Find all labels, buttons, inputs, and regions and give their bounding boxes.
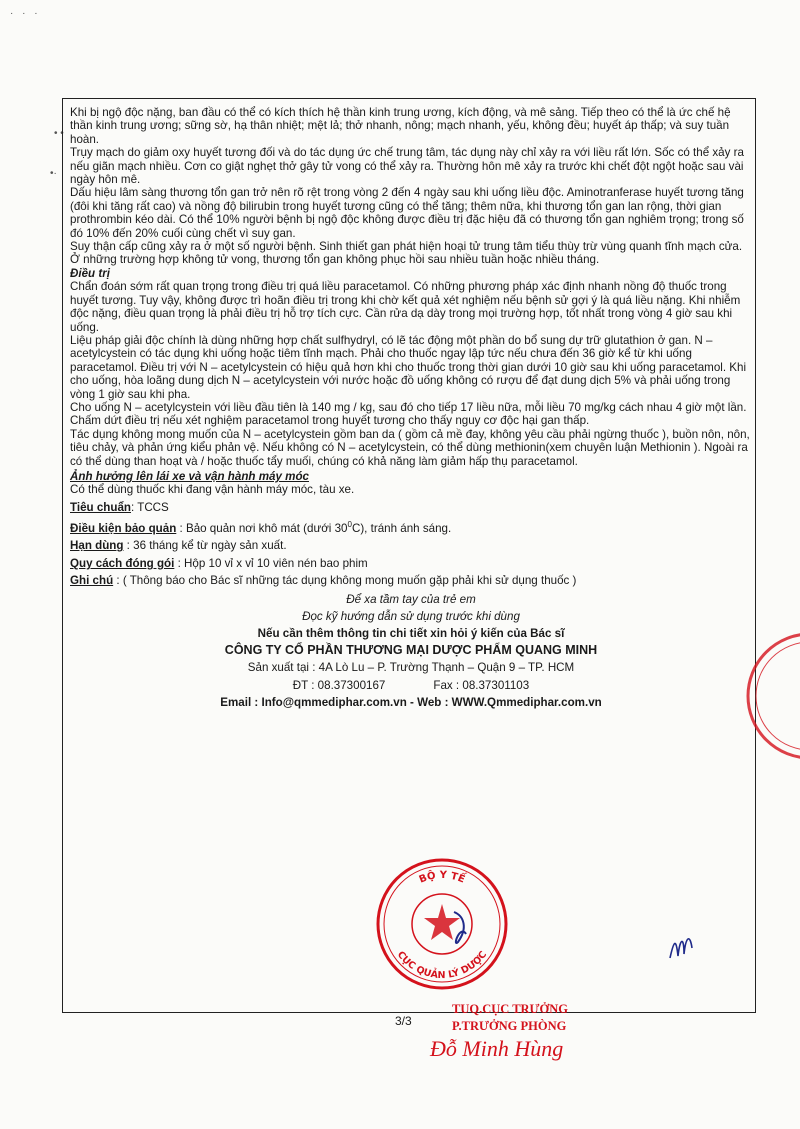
stamp-top-text: BỘ Y TẾ [417, 869, 467, 886]
paragraph-circulatory-collapse: Trụy mạch do giảm oxy huyết tương đối và do tác dụng ức chế trung tâm, tác dụng này chỉ xảy ra với liều rất lớn. Sốc có thể xảy ra nếu giãn mạch nhiều. Cơn co giật nghẹt thở gây tử vong có thể xảy ra. Thường hôn mê xảy ra trước khi chết đột ngột hoặc sau vài ngày hôn mê. [70, 146, 744, 187]
signature-block [430, 1002, 568, 1062]
document-body [70, 106, 752, 710]
stamp-bottom-text: CỤC QUẢN LÝ DƯỢC [394, 949, 490, 982]
company-address: Sản xuất tại : 4A Lò Lu – P. Trường Thạnh – Quận 9 – TP. HCM [247, 661, 575, 675]
storage-degree: 0 [347, 520, 352, 530]
signature-title-1: TUQ.CỤC TRƯỞNG [452, 1002, 568, 1016]
fax-number: Fax : 08.37301103 [433, 678, 530, 692]
paragraph-antidote: Liệu pháp giải độc chính là dùng những hợp chất sulfhydryl, có lẽ tác động một phần do bổ sung dự trữ glutathion ở gan. N – acetylcystein có tác dụng khi uống hoặc tiêm tĩnh mạch. Phải cho thuốc ngay lập tức nếu chưa đến 36 giờ kể từ khi uống paracetamol. Điều trị với N – acetylcystein có hiệu quả hơn khi cho thuốc trong thời gian dưới 10 giờ sau khi uống paracetamol. Khi cho uống, hòa loãng dung dịch N – acetylcystein với nước hoặc đồ uống không có rượu để đạt dung dịch 5% và phải uống trong vòng 1 giờ sau khi pha. [70, 333, 747, 401]
pack-value: : Hộp 10 vỉ x vỉ 10 viên nén bao phim [174, 556, 368, 570]
standard-value: : TCCS [131, 500, 169, 514]
storage-label: Điều kiện bảo quản [70, 522, 177, 536]
expiry-value: : 36 tháng kể từ ngày sản xuất. [123, 539, 287, 553]
driving-text: Có thể dùng thuốc khi đang vận hành máy móc, tàu xe. [70, 483, 355, 497]
scan-marks: · · · [10, 8, 41, 19]
svg-text:BỘ Y TẾ [418, 868, 468, 885]
contact-row [70, 679, 752, 692]
handwritten-initial-icon [666, 928, 696, 968]
scan-mark: • • [54, 128, 64, 139]
storage-row [70, 518, 752, 535]
expiry-label: Hạn dùng [70, 539, 124, 553]
email-web-line: Email : Info@qmmediphar.com.vn - Web : WWW.Qmmediphar.com.vn [220, 696, 602, 710]
note-label: Ghi chú [70, 574, 114, 588]
scan-mark: •· [50, 168, 57, 179]
storage-value: : Bảo quản nơi khô mát (dưới 30 [176, 522, 348, 536]
heading-driving: Ảnh hưởng lên lái xe và vận hành máy móc [70, 469, 309, 483]
pack-label: Quy cách đóng gói [70, 556, 175, 570]
note-row [70, 574, 752, 587]
paragraph-liver-damage: Dấu hiệu lâm sàng thương tổn gan trở nên rõ rệt trong vòng 2 đến 4 ngày sau khi uống liều độc. Aminotranferase huyết tương tăng (đôi khi tăng rất cao) và nồng độ bilirubin trong huyết tương cũng có thể tăng; thêm nữa, khi thương tổn gan lan rộng, thời gian prothrombin kéo dài. Có thể 10% người bệnh bị ngộ độc không được điều trị đặc hiệu đã có thương tổn gan nghiêm trọng; trong số đó 10% đến 20% cuối cùng chết vì suy gan. [70, 186, 744, 240]
paragraph-kidney-failure: Suy thận cấp cũng xảy ra ở một số người bệnh. Sinh thiết gan phát hiện hoại tử trung tâm tiểu thùy trừ vùng quanh tĩnh mạch cửa. Ở những trường hợp không tử vong, thương tổn gan không phục hồi sau nhiều tuần hoặc nhiều tháng. [70, 240, 743, 267]
expiry-row [70, 539, 752, 552]
paragraph-side-effects: Tác dụng không mong muốn của N – acetylcystein gồm ban da ( gồm cả mề đay, không yêu cầu phải ngừng thuốc ), buồn nôn, nôn, tiêu chảy, và phản ứng kiểu phản vệ. Nếu không có N – acetylcystein, có thể dùng methionin(xem chuyên luận Methionin ). Ngoài ra có thể dùng than hoạt và / hoặc thuốc tẩy muối, chúng có khả năng làm giảm hấp thụ paracetamol. [70, 427, 750, 468]
paragraph-early-diagnosis: Chẩn đoán sớm rất quan trọng trong điều trị quá liều paracetamol. Có những phương pháp xác định nhanh nồng độ thuốc trong huyết tương. Tuy vậy, không được trì hoãn điều trị trong khi chờ kết quả xét nghiệm nếu bệnh sử gợi ý là quá liều nặng. Khi nhiễm độc nặng, điều quan trọng là phải điều trị hỗ trợ tích cực. Cần rửa dạ dày trong mọi trường hợp, tốt nhất trong vòng 4 giờ sau khi uống. [70, 280, 741, 334]
advice-line: Nếu cần thêm thông tin chi tiết xin hỏi ý kiến của Bác sĩ [257, 627, 565, 641]
page-number: 3/3 [395, 1014, 412, 1028]
paragraph-overdose-symptoms: Khi bị ngộ độc nặng, ban đầu có thể có kích thích hệ thần kinh trung ương, kích động, và mê sảng. Tiếp theo có thể là ức chế hệ thần kinh trung ương; sững sờ, hạ thân nhiệt; mệt lả; thở nhanh, nông; mạch nhanh, yếu, không đều; huyết áp thấp; và suy tuần hoàn. [70, 106, 731, 146]
paragraph-dosage: Cho uống N – acetylcystein với liều đầu tiên là 140 mg / kg, sau đó cho tiếp 17 liều nữa, mỗi liều 70 mg/kg cách nhau 4 giờ một lần. Chấm dứt điều trị nếu xét nghiệm paracetamol trong huyết tương cho thấy nguy cơ độc hại gan thấp. [70, 400, 747, 428]
phone-number: ĐT : 08.37300167 [292, 678, 386, 692]
company-name: CÔNG TY CỔ PHẦN THƯƠNG MẠI DƯỢC PHẨM QUANG MINH [224, 642, 598, 657]
note-value: : ( Thông báo cho Bác sĩ những tác dụng không mong muốn gặp phải khi sử dụng thuốc ) [113, 574, 577, 588]
official-stamp [372, 854, 512, 994]
warning-read-instructions: Đọc kỹ hướng dẫn sử dụng trước khi dùng [302, 610, 520, 624]
signature-title-2: P.TRƯỞNG PHÒNG [452, 1019, 567, 1033]
pack-row [70, 557, 752, 570]
edge-stamp-icon [740, 626, 800, 766]
warning-children: Để xa tầm tay của trẻ em [346, 592, 476, 606]
standard-label: Tiêu chuẩn [70, 500, 131, 514]
signature-name: Đỗ Minh Hùng [430, 1036, 564, 1061]
heading-treatment: Điều trị [70, 266, 110, 280]
standard-row [70, 501, 752, 514]
storage-tail: C), tránh ánh sáng. [351, 522, 452, 536]
